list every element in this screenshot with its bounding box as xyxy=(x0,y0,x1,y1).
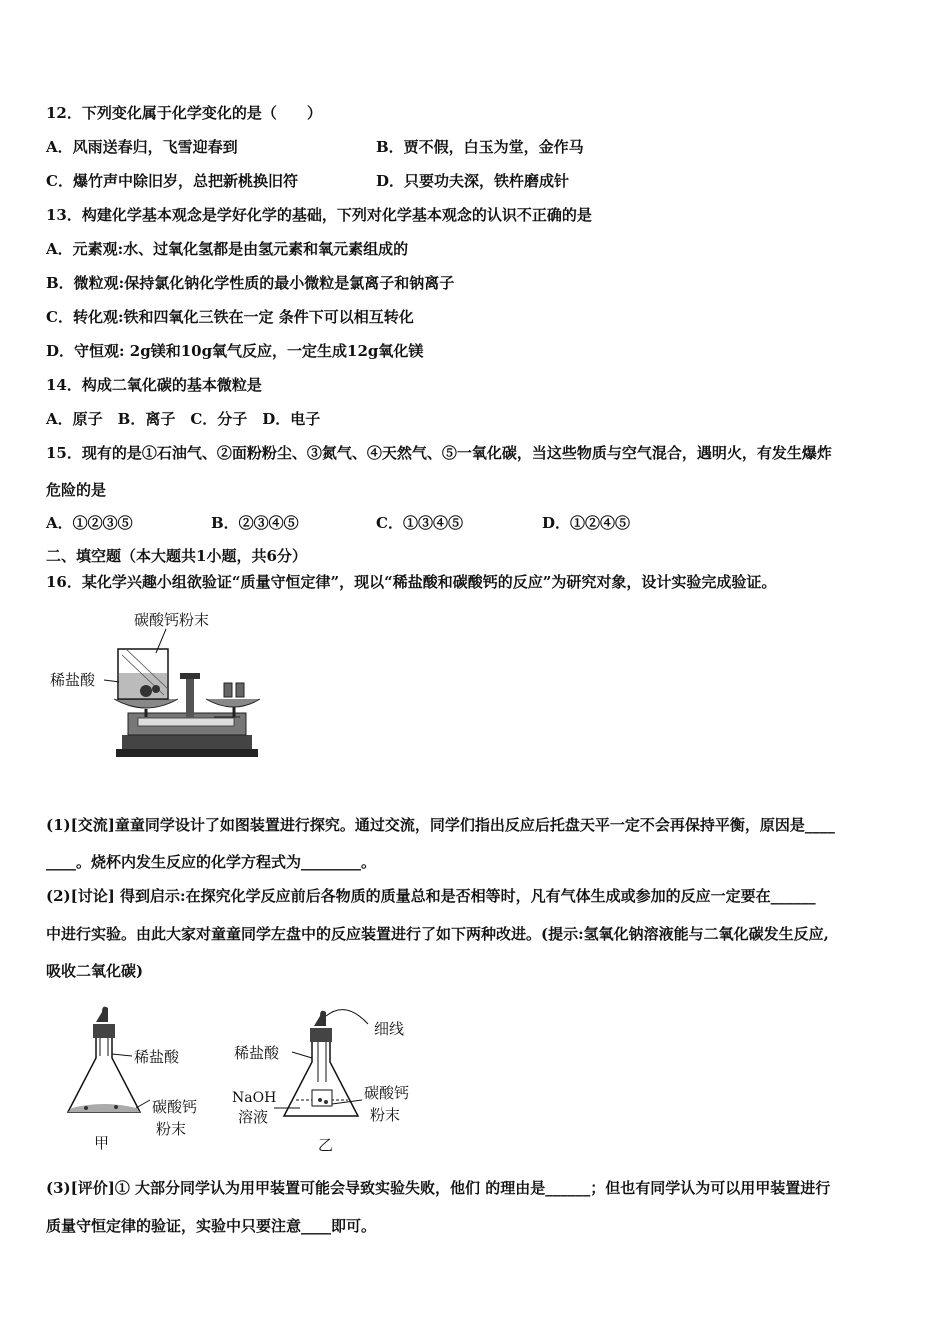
q15-stem-line1: 15．现有的是①石油气、②面粉粉尘、③氮气、④天然气、⑤一氧化碳，当这些物质与空气混合，遇明火，有发生爆炸 xyxy=(46,444,832,462)
q13-option-c: C．转化观:铁和四氧化三铁在一定 条件下可以相互转化 xyxy=(46,308,414,326)
q16-part3-line2: 质量守恒定律的验证，实验中只要注意____即可。 xyxy=(46,1217,377,1235)
jia-label-powder-1: 碳酸钙 xyxy=(152,1098,198,1116)
q12-stem: 12．下列变化属于化学变化的是（ ） xyxy=(46,104,322,122)
yi-label-acid: 稀盐酸 xyxy=(234,1044,280,1062)
q14-options: A．原子 B．离子 C．分子 D．电子 xyxy=(46,410,321,428)
balance-figure xyxy=(46,605,271,770)
jia-label-powder-2: 粉末 xyxy=(156,1120,187,1138)
q13-stem: 13．构建化学基本观念是学好化学的基础，下列对化学基本观念的认识不正确的是 xyxy=(46,206,592,224)
q15-option-d: D．①②④⑤ xyxy=(542,514,631,532)
yi-label-naoh-1: NaOH xyxy=(232,1090,277,1106)
q13-option-a: A．元素观:水、过氧化氢都是由氢元素和氧元素组成的 xyxy=(46,240,409,258)
yi-label-naoh-2: 溶液 xyxy=(238,1108,269,1126)
q16-part1-line1: (1)[交流]童童同学设计了如图装置进行探究。通过交流，同学们指出反应后托盘天平一定不会再保持平衡，原因是____ xyxy=(46,816,835,834)
q16-part1-line2: ____。烧杯内发生反应的化学方程式为________。 xyxy=(46,853,377,871)
q16-part2-line2: 中进行实验。由此大家对童童同学左盘中的反应装置进行了如下两种改进。(提示:氢氧化钠溶液能与二氧化碳发生反应, xyxy=(46,925,829,943)
q12-option-b: B．贾不假，白玉为堂，金作马 xyxy=(376,138,584,156)
yi-label-thread: 细线 xyxy=(374,1020,405,1038)
section-heading: 二、填空题（本大题共1小题，共6分） xyxy=(46,547,307,565)
q16-part2-line1: (2)[讨论] 得到启示:在探究化学反应前后各物质的质量总和是否相等时，凡有气体生成或参加的反应一定要在______ xyxy=(46,887,816,905)
q15-option-c: C．①③④⑤ xyxy=(376,514,463,532)
q16-stem: 16．某化学兴趣小组欲验证“质量守恒定律”，现以“稀盐酸和碳酸钙的反应”为研究对象，设计实验完成验证。 xyxy=(46,573,777,591)
q15-option-b: B．②③④⑤ xyxy=(211,514,299,532)
flask-figure xyxy=(56,1004,436,1154)
fig1-label-acid: 稀盐酸 xyxy=(50,671,96,689)
q12-option-a: A．风雨送春归，飞雪迎春到 xyxy=(46,138,238,156)
jia-label-acid: 稀盐酸 xyxy=(134,1048,180,1066)
q14-stem: 14．构成二氧化碳的基本微粒是 xyxy=(46,376,262,394)
q15-option-a: A．①②③⑤ xyxy=(46,514,133,532)
yi-label-powder-1: 碳酸钙 xyxy=(364,1084,410,1102)
yi-label-powder-2: 粉末 xyxy=(370,1106,401,1124)
q12-option-d: D．只要功夫深，铁杵磨成针 xyxy=(376,172,570,190)
q13-option-d: D．守恒观: 2g镁和10g氧气反应，一定生成12g氧化镁 xyxy=(46,342,424,360)
q15-stem-line2: 危险的是 xyxy=(46,481,107,499)
jia-label: 甲 xyxy=(94,1134,110,1152)
q16-part2-line3: 吸收二氧化碳) xyxy=(46,962,144,980)
q16-part3-line1: (3)[评价]① 大部分同学认为用甲装置可能会导致实验失败，他们 的理由是______；但也有同学认为可以用甲装置进行 xyxy=(46,1179,831,1197)
q13-option-b: B．微粒观:保持氯化钠化学性质的最小微粒是氯离子和钠离子 xyxy=(46,274,455,292)
fig1-label-powder: 碳酸钙粉末 xyxy=(134,611,210,629)
yi-label: 乙 xyxy=(318,1136,334,1154)
q12-option-c: C．爆竹声中除旧岁，总把新桃换旧符 xyxy=(46,172,298,190)
